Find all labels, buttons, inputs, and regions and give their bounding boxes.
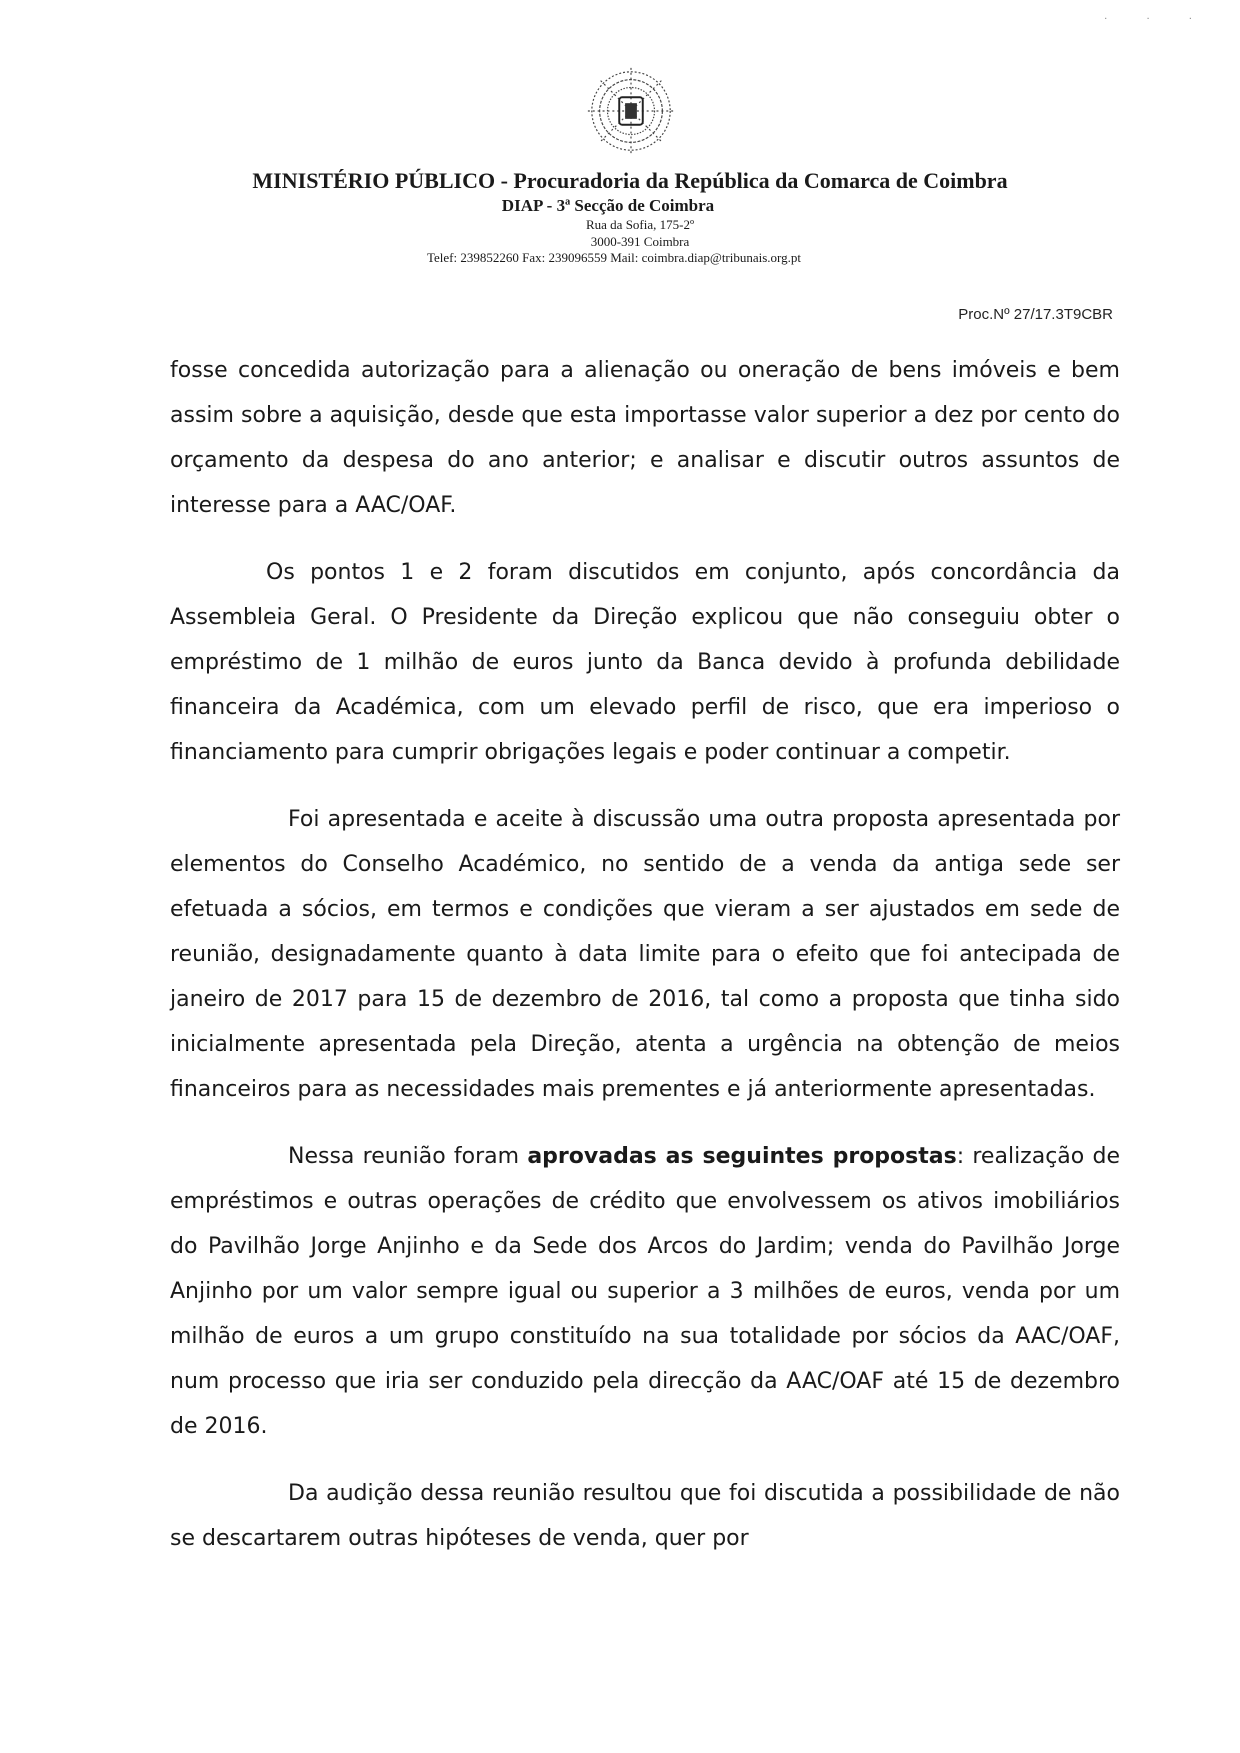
coat-of-arms-emblem bbox=[582, 62, 680, 160]
document-body bbox=[170, 348, 1120, 1583]
paragraph-1: fosse concedida autorização para a alienação ou oneração de bens imóveis e bem assim sobre a aquisição, desde que esta importasse valor superior a dez por cento do orçamento da despesa do ano anterior; e analisar e discutir outros assuntos de interesse para a AAC/OAF. bbox=[170, 358, 1120, 518]
address-street: Rua da Sofia, 175-2º bbox=[585, 217, 694, 232]
address-city: 3000-391 Coimbra bbox=[590, 234, 690, 249]
department-title: DIAP - 3ª Secção de Coimbra bbox=[501, 196, 715, 215]
contact-line: Telef: 239852260 Fax: 239096559 Mail: coimbra.diap@tribunais.org.pt bbox=[426, 250, 802, 265]
paragraph-4 bbox=[170, 1134, 1120, 1449]
letterhead bbox=[0, 168, 1240, 266]
process-reference: Proc.Nº 27/17.3T9CBR bbox=[958, 306, 1113, 323]
paragraph-5: Da audição dessa reunião resultou que foi discutida a possibilidade de não se descartarem outras hipóteses de venda, quer por bbox=[170, 1481, 1120, 1551]
paragraph-3: Foi apresentada e aceite à discussão uma outra proposta apresentada por elementos do Conselho Académico, no sentido de a venda da antiga sede ser efetuada a sócios, em termos e condições que vieram a ser ajustados em sede de reunião, designadamente quanto à data limite para o efeito que foi antecipada de janeiro de 2017 para 15 de dezembro de 2016, tal como a proposta que tinha sido inicialmente apresentada pela Direção, atenta a urgência na obtenção de meios financeiros para as necessidades mais prementes e já anteriormente apresentadas. bbox=[170, 807, 1120, 1102]
paragraph-4-start: Nessa reunião foram bbox=[288, 1144, 528, 1169]
paragraph-4-bold: aprovadas as seguintes propostas bbox=[527, 1144, 957, 1169]
paragraph-4-end: : realização de empréstimos e outras operações de crédito que envolvessem os ativos imobiliários do Pavilhão Jorge Anjinho e da Sede dos Arcos do Jardim; venda do Pavilhão Jorge Anjinho por um valor sempre igual ou superior a 3 milhões de euros, venda por um milhão de euros a um grupo constituído na sua totalidade por sócios da AAC/OAF, num processo que iria ser conduzido pela direcção da AAC/OAF até 15 de dezembro de 2016. bbox=[170, 1144, 1120, 1439]
institution-title: MINISTÉRIO PÚBLICO - Procuradoria da República da Comarca de Coimbra bbox=[252, 168, 1008, 193]
paragraph-2: Os pontos 1 e 2 foram discutidos em conjunto, após concordância da Assembleia Geral. O Presidente da Direção explicou que não conseguiu obter o empréstimo de 1 milhão de euros junto da Banca devido à profunda debilidade financeira da Académica, com um elevado perfil de risco, que era imperioso o financiamento para cumprir obrigações legais e poder continuar a competir. bbox=[170, 560, 1120, 765]
scan-specks: · · · bbox=[1104, 14, 1210, 25]
